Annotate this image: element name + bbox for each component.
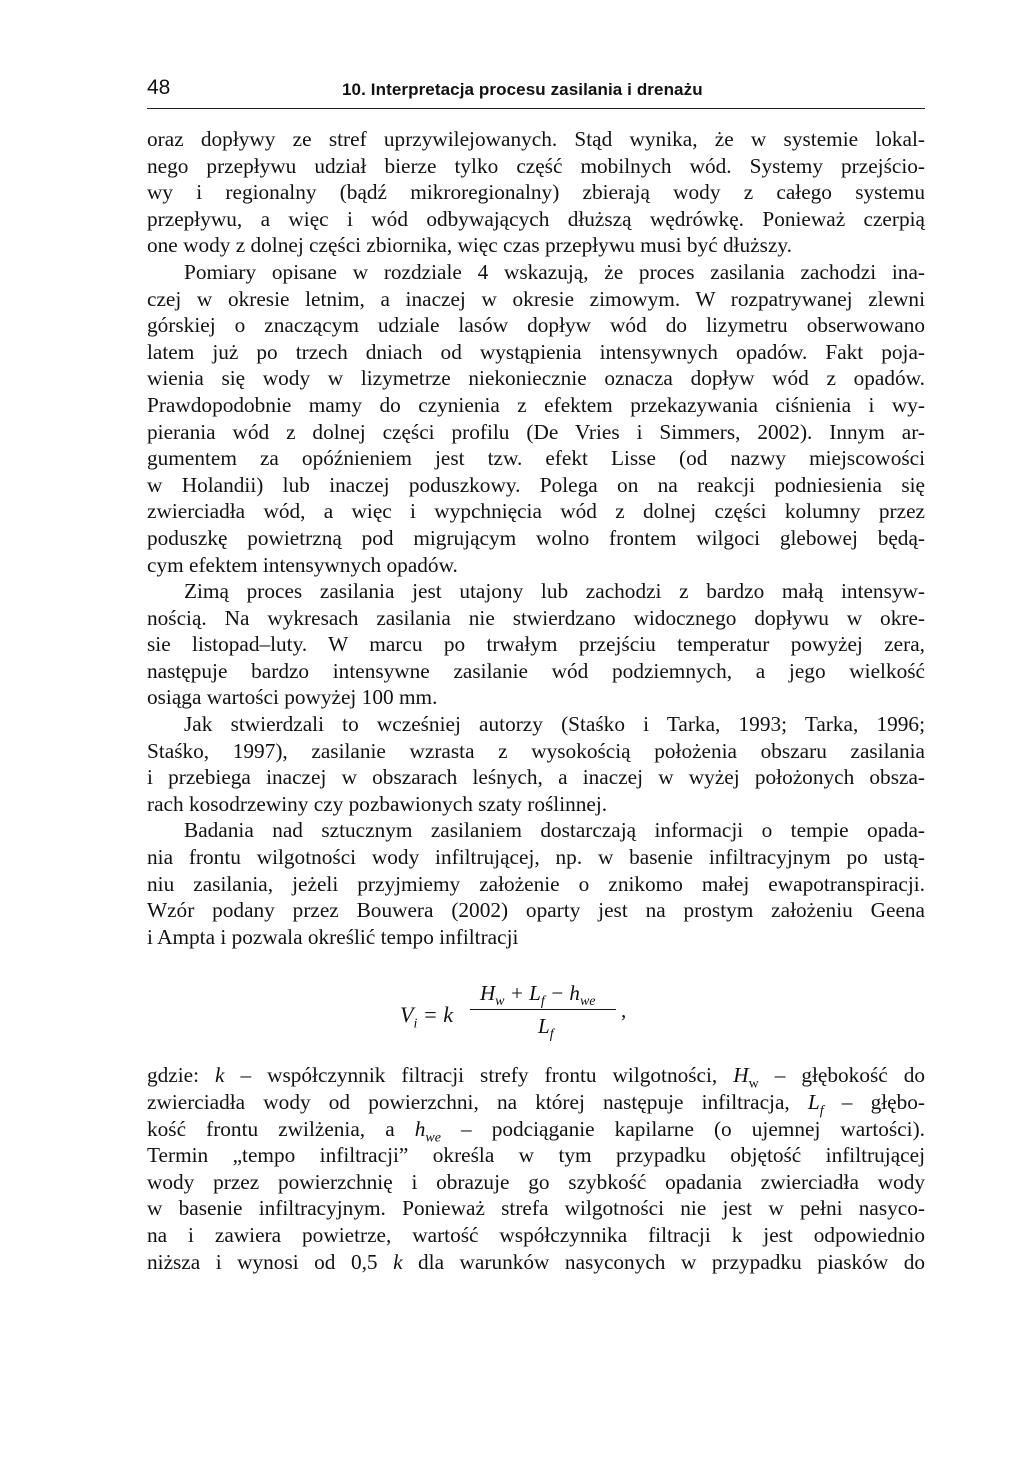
- text-line: czej w okresie letnim, a inaczej w okresie zimowym. W rozpatrywanej zlewni: [147, 286, 925, 311]
- text-line: [147, 1249, 925, 1276]
- symbol-l-sub: f: [819, 1103, 824, 1119]
- text-line: one wody z dolnej części zbiornika, więc czas przepływu musi być dłuższy.: [147, 233, 792, 258]
- formula-equals: = k: [417, 1002, 453, 1028]
- symbol-l: L: [807, 1090, 820, 1114]
- text-line: przepływu, a więc i wód odbywających dłuższą wędrówkę. Ponieważ czerpią: [147, 206, 925, 231]
- num-h-sub: w: [495, 994, 505, 1010]
- text-line: latem już po trzech dniach od wystąpienia intensywnych opadów. Fakt poja-: [147, 339, 925, 364]
- text-line: Termin „tempo infiltracji” określa w tym przypadku objętość infiltrującej: [147, 1143, 925, 1168]
- text-line: następuje bardzo intensywne zasilanie wód podziemnych, a jego wielkość: [147, 658, 925, 683]
- text-span: – współczynnik filtracji strefy frontu wilgotności,: [224, 1063, 734, 1088]
- den-l-sub: f: [549, 1027, 554, 1043]
- text-line: nia frontu wilgotności wody infiltrującej, np. w basenie infiltracyjnym po ustą-: [147, 845, 925, 870]
- formula-lhs-subscript: i: [413, 1016, 418, 1032]
- num-minus-h: − h: [544, 981, 580, 1006]
- text-line: nego przepływu udział bierze tylko część mobilnych wód. Systemy przejścio-: [147, 153, 925, 178]
- text-line: sie listopad–luty. W marcu po trwałym przejściu temperatur powyżej zera,: [147, 632, 925, 657]
- body-text: [147, 126, 925, 1275]
- text-line: wy i regionalny (bądź mikroregionalny) zbierają wody z całego systemu: [147, 180, 925, 205]
- text-line: pierania wód z dolnej części profilu (De Vries i Simmers, 2002). Innym ar-: [147, 419, 925, 444]
- text-span: kość frontu zwilżenia, a: [147, 1116, 415, 1141]
- symbol-h-we-sub: we: [425, 1129, 441, 1145]
- text-line: niu zasilania, jeżeli przyjmiemy założenie o znikomo małej ewapotranspiracji.: [147, 871, 925, 896]
- num-l-sub: f: [540, 994, 545, 1010]
- symbol-h-small: h: [414, 1116, 426, 1141]
- num-h-we-sub: we: [579, 994, 596, 1010]
- chapter-title: 10. Interpretacja procesu zasilania i drenażu: [342, 80, 703, 99]
- symbol-k: k: [215, 1063, 225, 1088]
- text-line: i Ampta i pozwala określić tempo infiltracji: [147, 924, 519, 949]
- text-line: Badania nad sztucznym zasilaniem dostarczają informacji o tempie opada-: [184, 818, 925, 843]
- text-line: w basenie infiltracyjnym. Ponieważ strefa wilgotności nie jest w pełni nasyco-: [147, 1196, 925, 1221]
- formula-lhs: [400, 1002, 453, 1032]
- fraction-bar: [470, 1009, 616, 1010]
- symbol-h-sub: w: [748, 1076, 759, 1092]
- text-line: [147, 1089, 925, 1119]
- text-line: gumentem za opóźnieniem jest tzw. efekt Lisse (od nazwy miejscowości: [147, 446, 925, 471]
- text-line: nością. Na wykresach zasilania nie stwierdzano widocznego dopływu w okre-: [147, 605, 925, 630]
- text-line: i przebiega inaczej w obszarach leśnych, a inaczej w wyżej położonych obsza-: [147, 765, 925, 790]
- text-line: poduszkę powietrzną pod migrującym wolno frontem wilgoci glebowej będą-: [147, 525, 925, 550]
- text-line: [147, 1062, 925, 1092]
- text-span: zwierciadła wody od powierzchni, na której następuje infiltracja,: [147, 1090, 808, 1114]
- infiltration-formula: [147, 962, 925, 1062]
- text-span: – głębo-: [823, 1090, 925, 1114]
- text-line: górskiej o znaczącym udziale lasów dopływ wód do lizymetru obserwowano: [147, 313, 925, 338]
- running-header: [147, 76, 925, 109]
- text-line: oraz dopływy ze stref uprzywilejowanych. Stąd wynika, że w systemie lokal-: [147, 127, 925, 151]
- text-line: osiąga wartości powyżej 100 mm.: [147, 685, 438, 710]
- text-span: dla warunków nasyconych w przypadku piasków do: [402, 1249, 925, 1274]
- text-span: niższa i wynosi od 0,5: [147, 1249, 394, 1274]
- text-line: Prawdopodobnie mamy do czynienia z efektem przekazywania ciśnienia i wy-: [147, 392, 925, 417]
- text-line: cym efektem intensywnych opadów.: [147, 552, 458, 577]
- text-line: wody przez powierzchnię i obrazuje go szybkość opadania zwierciadła wody: [147, 1169, 925, 1194]
- text-line: Zimą proces zasilania jest utajony lub zachodzi z bardzo małą intensyw-: [184, 579, 925, 604]
- page-number: 48: [147, 76, 171, 99]
- text-line: Jak stwierdzali to wcześniej autorzy (Staśko i Tarka, 1993; Tarka, 1996;: [184, 712, 925, 737]
- text-line: rach kosodrzewiny czy pozbawionych szaty roślinnej.: [147, 791, 608, 816]
- text-line: w Holandii) lub inaczej poduszkowy. Polega on na reakcji podniesienia się: [147, 472, 925, 497]
- text-line: [147, 1116, 925, 1143]
- formula-comma: ,: [621, 998, 627, 1023]
- den-l: L: [538, 1014, 550, 1039]
- symbol-k: k: [393, 1249, 403, 1274]
- text-line: Wzór podany przez Bouwera (2002) oparty jest na prostym założeniu Geena: [147, 898, 925, 923]
- text-line: wienia się wody w lizymetrze niekoniecznie oznacza dopływ wód z opadów.: [147, 366, 925, 391]
- symbol-h: H: [733, 1063, 749, 1088]
- text-line: Pomiary opisane w rozdziale 4 wskazują, że proces zasilania zachodzi ina-: [184, 259, 925, 284]
- text-line: na i zawiera powietrze, wartość współczynnika filtracji k jest odpowiednio: [147, 1222, 925, 1247]
- text-line: Staśko, 1997), zasilanie wzrasta z wysokością położenia obszaru zasilania: [147, 738, 925, 763]
- text-span: gdzie:: [147, 1063, 216, 1088]
- formula-denominator: [538, 1013, 554, 1043]
- formula-numerator: [480, 980, 596, 1010]
- formula-lhs-symbol: V: [400, 1002, 414, 1028]
- text-line: zwierciadła wód, a więc i wypchnięcia wód z dolnej części kolumny przez: [147, 499, 925, 524]
- num-h: H: [480, 981, 496, 1006]
- num-plus-l: + L: [504, 981, 541, 1006]
- text-span: – podciąganie kapilarne (o ujemnej wartości).: [440, 1116, 925, 1141]
- text-span: – głębokość do: [758, 1063, 925, 1088]
